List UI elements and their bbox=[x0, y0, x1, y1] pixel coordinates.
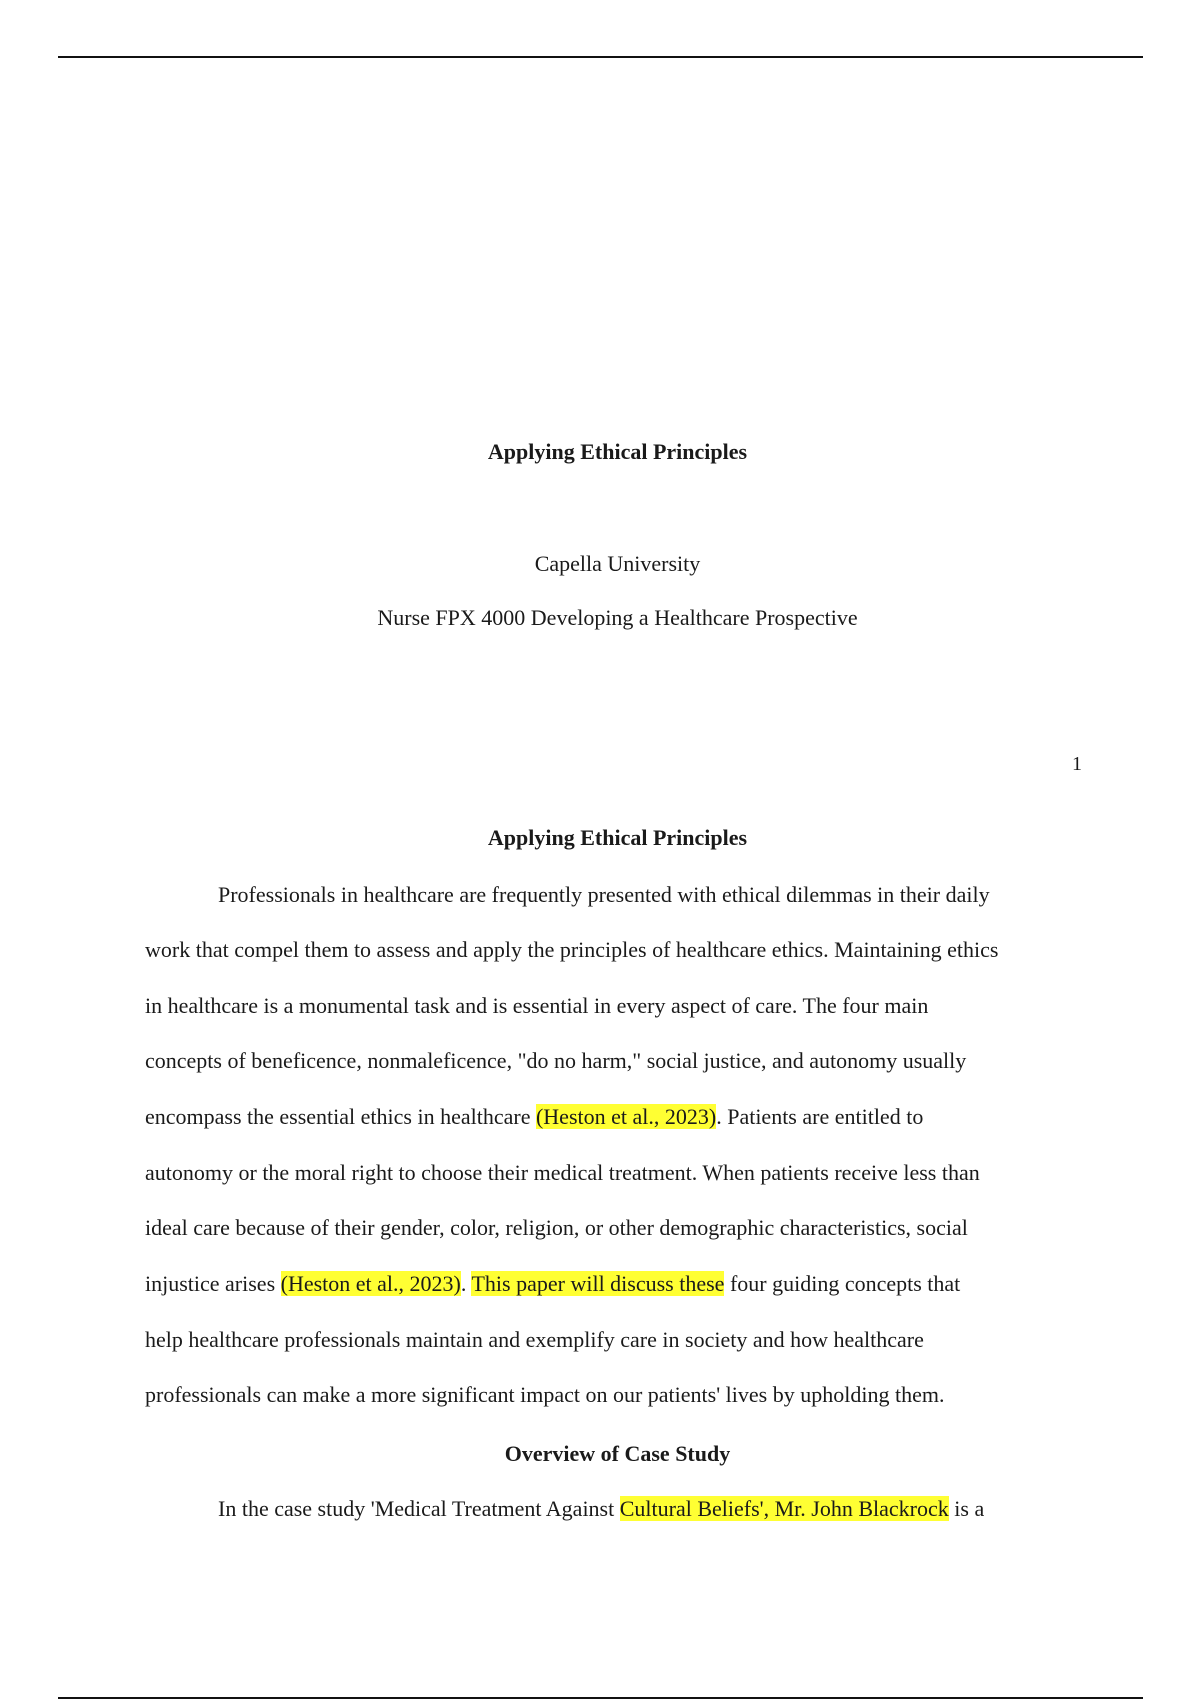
text-segment: In the case study 'Medical Treatment Against bbox=[218, 1496, 620, 1521]
paragraph-line bbox=[145, 1269, 960, 1299]
text-highlight: This paper will discuss these bbox=[471, 1271, 725, 1296]
paragraph-line bbox=[218, 1494, 984, 1524]
paragraph-line: autonomy or the moral right to choose their medical treatment. When patients receive less than bbox=[145, 1160, 980, 1185]
page-number: 1 bbox=[1072, 753, 1082, 775]
footer-rule bbox=[58, 1697, 1143, 1699]
section-heading: Overview of Case Study bbox=[504, 1441, 731, 1466]
cover-institution: Capella University bbox=[534, 551, 701, 576]
cover-title: Applying Ethical Principles bbox=[487, 439, 748, 464]
citation-highlight: (Heston et al., 2023) bbox=[535, 1104, 717, 1129]
text-segment: four guiding concepts that bbox=[724, 1271, 961, 1296]
body-title: Applying Ethical Principles bbox=[487, 825, 748, 850]
text-segment: . Patients are entitled to bbox=[716, 1104, 924, 1129]
citation-highlight: (Heston et al., 2023) bbox=[280, 1271, 461, 1296]
header-rule bbox=[58, 56, 1143, 58]
paragraph-line: concepts of beneficence, nonmaleficence, "do no harm," social justice, and autonomy usually bbox=[145, 1048, 967, 1073]
paragraph-line: work that compel them to assess and apply the principles of healthcare ethics. Maintaining ethics bbox=[145, 937, 999, 962]
text-segment: is a bbox=[948, 1496, 985, 1521]
text-segment: . bbox=[460, 1271, 472, 1296]
paragraph-line: in healthcare is a monumental task and is essential in every aspect of care. The four main bbox=[145, 993, 929, 1018]
text-segment: encompass the essential ethics in healthcare bbox=[145, 1104, 536, 1129]
paragraph-line: ideal care because of their gender, color, religion, or other demographic characteristics, social bbox=[145, 1215, 968, 1240]
text-segment: injustice arises bbox=[145, 1271, 281, 1296]
text-highlight: Cultural Beliefs', Mr. John Blackrock bbox=[619, 1496, 949, 1521]
paragraph-line: Professionals in healthcare are frequently presented with ethical dilemmas in their daily bbox=[218, 882, 990, 907]
paragraph-line bbox=[145, 1102, 923, 1132]
paragraph-line: professionals can make a more significant impact on our patients' lives by upholding them. bbox=[145, 1382, 945, 1407]
cover-course: Nurse FPX 4000 Developing a Healthcare Prospective bbox=[377, 605, 858, 630]
paragraph-line: help healthcare professionals maintain and exemplify care in society and how healthcare bbox=[145, 1327, 924, 1352]
